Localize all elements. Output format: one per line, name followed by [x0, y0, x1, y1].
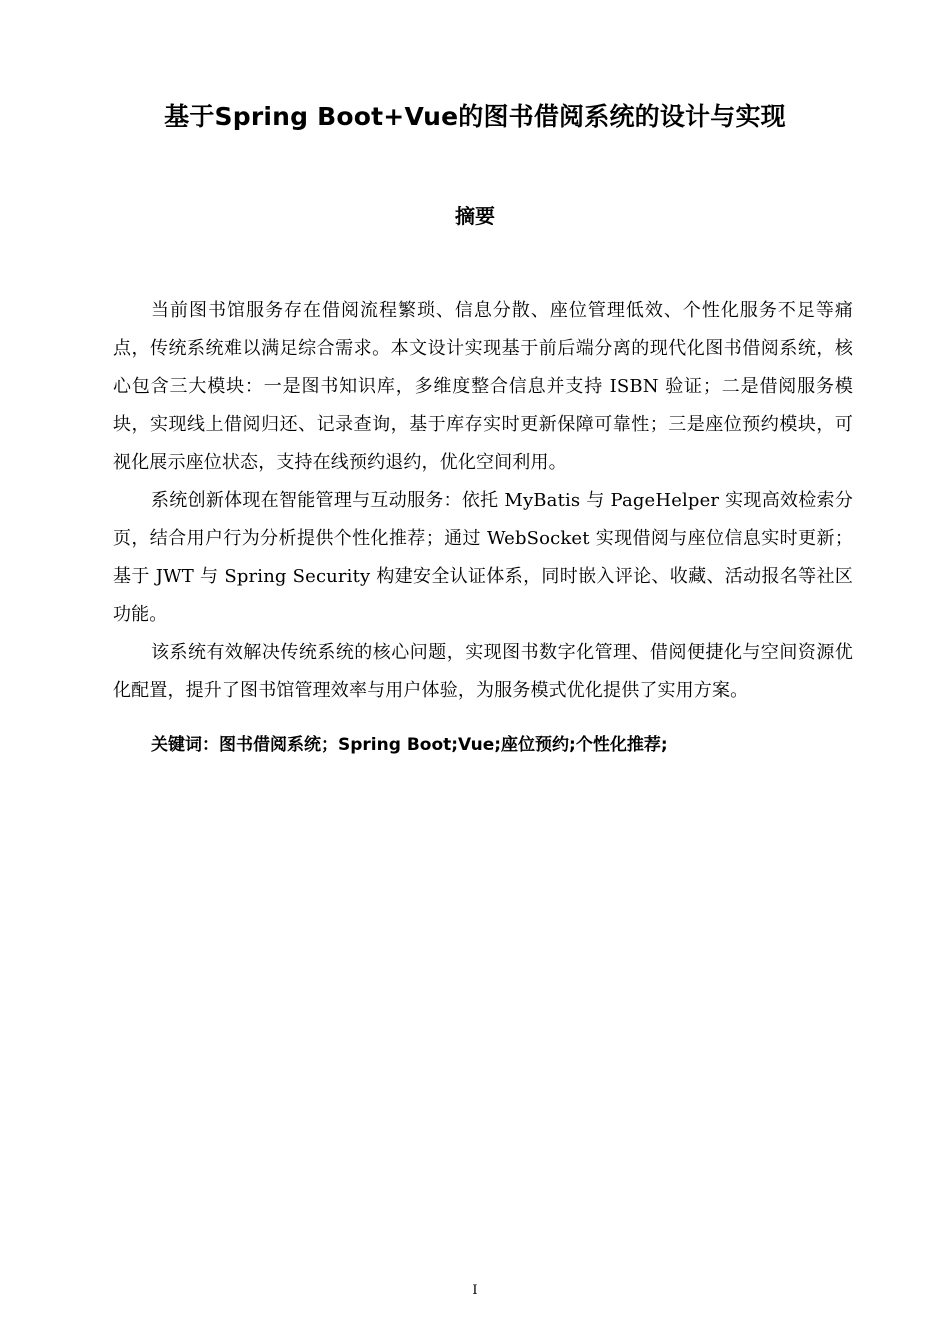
abstract-heading: 摘要 [455, 204, 495, 228]
abstract-body [113, 292, 853, 710]
abstract-paragraph: 系统创新体现在智能管理与互动服务：依托 MyBatis 与 PageHelper 实现高效检索分页，结合用户行为分析提供个性化推荐；通过 WebSocket 实现借阅与座位信息实时更新；基于 JWT 与 Spring Security 构建安全认证体系，同时嵌入评论、收藏、活动报名等社区功能。 [113, 490, 853, 625]
keywords-line: 关键词：图书借阅系统；Spring Boot;Vue;座位预约;个性化推荐; [151, 735, 668, 755]
abstract-paragraph: 当前图书馆服务存在借阅流程繁琐、信息分散、座位管理低效、个性化服务不足等痛点，传统系统难以满足综合需求。本文设计实现基于前后端分离的现代化图书借阅系统，核心包含三大模块：一是图书知识库，多维度整合信息并支持 ISBN 验证；二是借阅服务模块，实现线上借阅归还、记录查询，基于库存实时更新保障可靠性；三是座位预约模块，可视化展示座位状态，支持在线预约退约，优化空间利用。 [113, 300, 853, 473]
document-title: 基于Spring Boot+Vue的图书借阅系统的设计与实现 [164, 102, 786, 131]
abstract-paragraph: 该系统有效解决传统系统的核心问题，实现图书数字化管理、借阅便捷化与空间资源优化配置，提升了图书馆管理效率与用户体验，为服务模式优化提供了实用方案。 [113, 642, 853, 701]
page-number: I [472, 1283, 478, 1298]
